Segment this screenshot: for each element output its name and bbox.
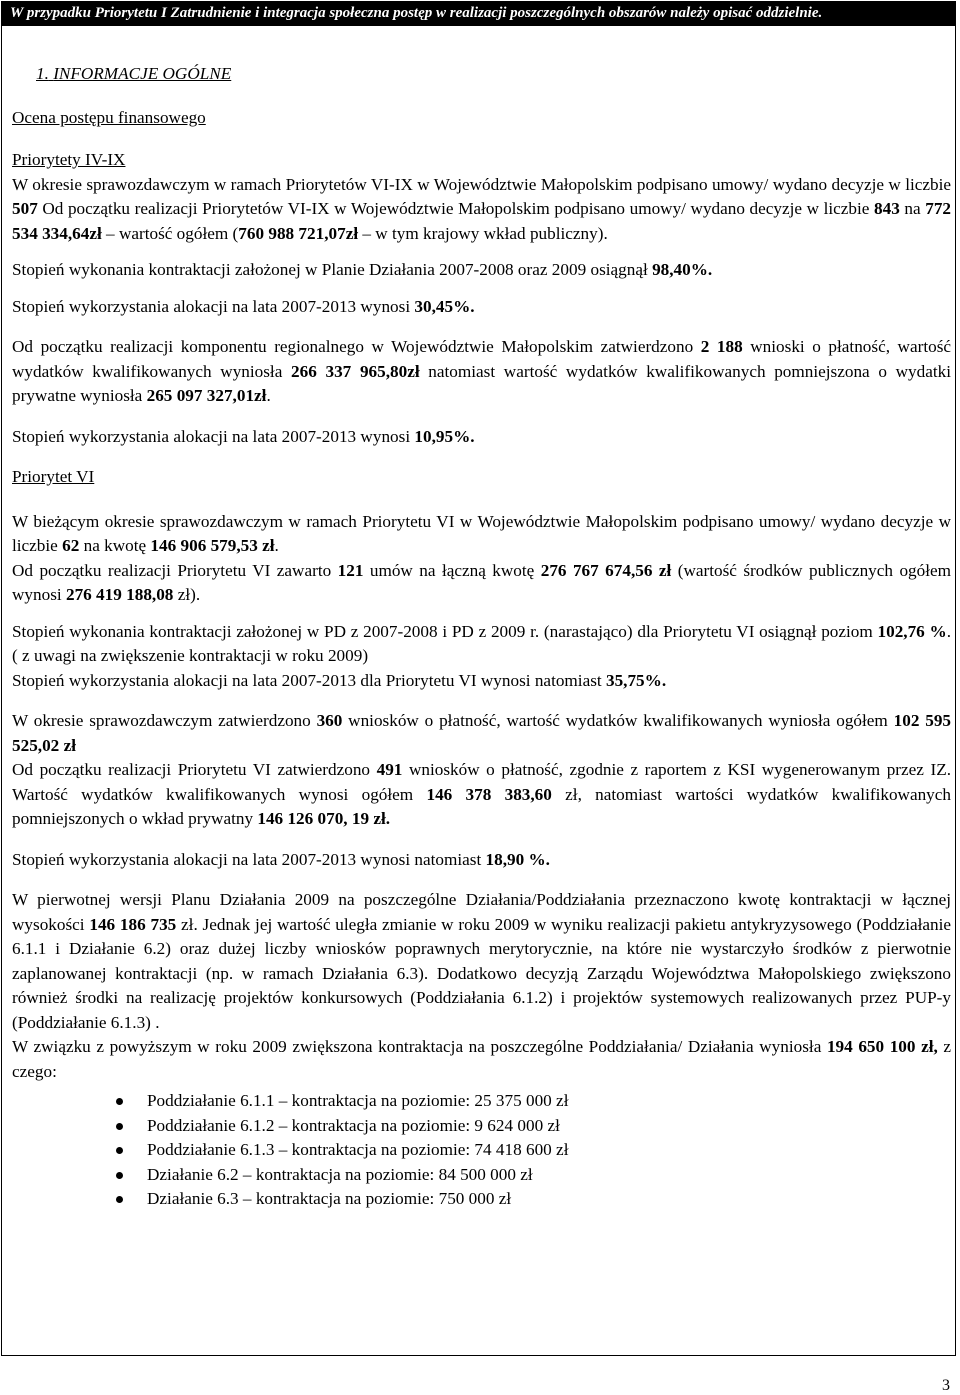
section-number: 1. xyxy=(36,64,49,83)
document-body xyxy=(12,62,951,1212)
list-item: Poddziałanie 6.1.1 – kontraktacja na poziomie: 25 375 000 zł xyxy=(12,1089,951,1114)
financial-progress-heading: Ocena postępu finansowego xyxy=(12,107,206,127)
paragraph-priority-vi-current: W bieżącym okresie sprawozdawczym w ramach Priorytetu VI w Województwie Małopolskim podpisano umowy/ wydano decyzje w liczbie 62 na kwotę 146 906 579,53 zł. xyxy=(12,511,951,555)
list-item: Poddziałanie 6.1.2 – kontraktacja na poziomie: 9 624 000 zł xyxy=(12,1114,951,1139)
paragraph-priority-vi-allocation: Stopień wykorzystania alokacji na lata 2007-2013 dla Priorytetu VI wynosi natomiast 35,75%. xyxy=(12,670,667,690)
list-item: Poddziałanie 6.1.3 – kontraktacja na poziomie: 74 418 600 zł xyxy=(12,1138,951,1163)
paragraph-allocation-usage: Stopień wykorzystania alokacji na lata 2007-2013 wynosi 30,45%. xyxy=(12,296,475,316)
paragraph-priority-vi-total: Od początku realizacji Priorytetu VI zawarto 121 umów na łączną kwotę 276 767 674,56 zł (wartość środków publicznych ogółem wynosi 276 419 188,08 zł). xyxy=(12,560,951,604)
section-title-text: INFORMACJE OGÓLNE xyxy=(53,64,232,83)
page-frame xyxy=(1,1,956,1356)
priority-vi-heading: Priorytet VI xyxy=(12,467,95,486)
paragraph-payment-claims-total: Od początku realizacji Priorytetu VI zatwierdzono 491 wniosków o płatność, zgodnie z raportem z KSI wygenerowanym przez IZ. Wartość wydatków kwalifikowanych wynosi ogółem 146 378 383,60 zł, natomiast wartości wydatków kwalifikowanych pomniejszonych o wkład prywatny 146 126 070, 19 zł. xyxy=(12,760,951,828)
paragraph-regional-allocation: Stopień wykorzystania alokacji na lata 2007-2013 wynosi 10,95%. xyxy=(12,426,475,446)
paragraph-action-plan: W pierwotnej wersji Planu Działania 2009 na poszczególne Działania/Poddziałania przeznaczono kwotę kontraktacji w łącznej wysokości 146 186 735 zł. Jednak jej wartość uległa zmianie w roku 2009 w wyniku realizacji pakietu antykryzysowego (Poddziałanie 6.1.1 i Działanie 6.2) oraz dużej liczby wniosków poprawnych merytorycznie, na które nie wystarczyło środków z pierwotnie zaplanowanej kontraktacji (np. w ramach Działania 6.3). Dodatkowo decyzją Zarządu Województwa Małopolskiego zwiększono również środki na realizację projektów konkursowych (Poddziałania 6.1.2) i projektów systemowych realizowanych przez PUP-y (Poddziałanie 6.1.3) . xyxy=(12,890,951,1032)
list-item: Działanie 6.2 – kontraktacja na poziomie: 84 500 000 zł xyxy=(12,1163,951,1188)
header-band xyxy=(2,2,955,26)
header-note: W przypadku Priorytetu I Zatrudnienie i integracja społeczna postęp w realizacji poszczególnych obszarów należy opisać oddzielnie. xyxy=(10,5,823,21)
section-title xyxy=(36,62,951,87)
paragraph-regional-component: Od początku realizacji komponentu regionalnego w Województwie Małopolskim zatwierdzono 2 188 wnioski o płatność, wartość wydatków kwalifikowanych wyniosła 266 337 965,80zł natomiast wartość wydatków kwalifikowanych pomniejszona o wydatki prywatne wyniosła 265 097 327,01zł. xyxy=(12,337,952,405)
paragraph-payment-claims-period: W okresie sprawozdawczym zatwierdzono 360 wniosków o płatność, wartość wydatków kwalifikowanych wyniosła ogółem 102 595 525,02 zł xyxy=(12,711,952,755)
priorities-heading: Priorytety IV-IX xyxy=(12,150,126,169)
page-number: 3 xyxy=(942,1377,950,1394)
paragraph-contracting-level: Stopień wykonania kontraktacji założonej w Planie Działania 2007-2008 oraz 2009 osiągnął 98,40%. xyxy=(12,260,713,279)
paragraph-priority-vi-contracting: Stopień wykonania kontraktacji założonej w PD z 2007-2008 i PD z 2009 r. (narastająco) dla Priorytetu VI osiągnął poziom 102,76 %. ( z uwagi na zwiększenie kontraktacji w roku 2009) xyxy=(12,621,951,665)
paragraph-priorities-contracts: W okresie sprawozdawczym w ramach Priorytetów VI-IX w Województwie Małopolskim podpisano umowy/ wydano decyzje w liczbie 507 Od początku realizacji Priorytetów VI-IX w Województwie Małopolskim podpisano umowy/ wydano decyzje w liczbie 843 na 772 534 334,64zł – wartość ogółem (760 988 721,07zł – w tym krajowy wkład publiczny). xyxy=(12,174,951,243)
list-item: Działanie 6.3 – kontraktacja na poziomie: 750 000 zł xyxy=(12,1187,951,1212)
paragraph-increased-contracting: W związku z powyższym w roku 2009 zwiększona kontraktacja na poszczególne Poddziałania/ Działania wyniosła 194 650 100 zł, z czego: xyxy=(12,1037,952,1081)
contracting-list xyxy=(12,1089,951,1212)
paragraph-priority-vi-allocation-usage: Stopień wykorzystania alokacji na lata 2007-2013 wynosi natomiast 18,90 %. xyxy=(12,849,550,869)
